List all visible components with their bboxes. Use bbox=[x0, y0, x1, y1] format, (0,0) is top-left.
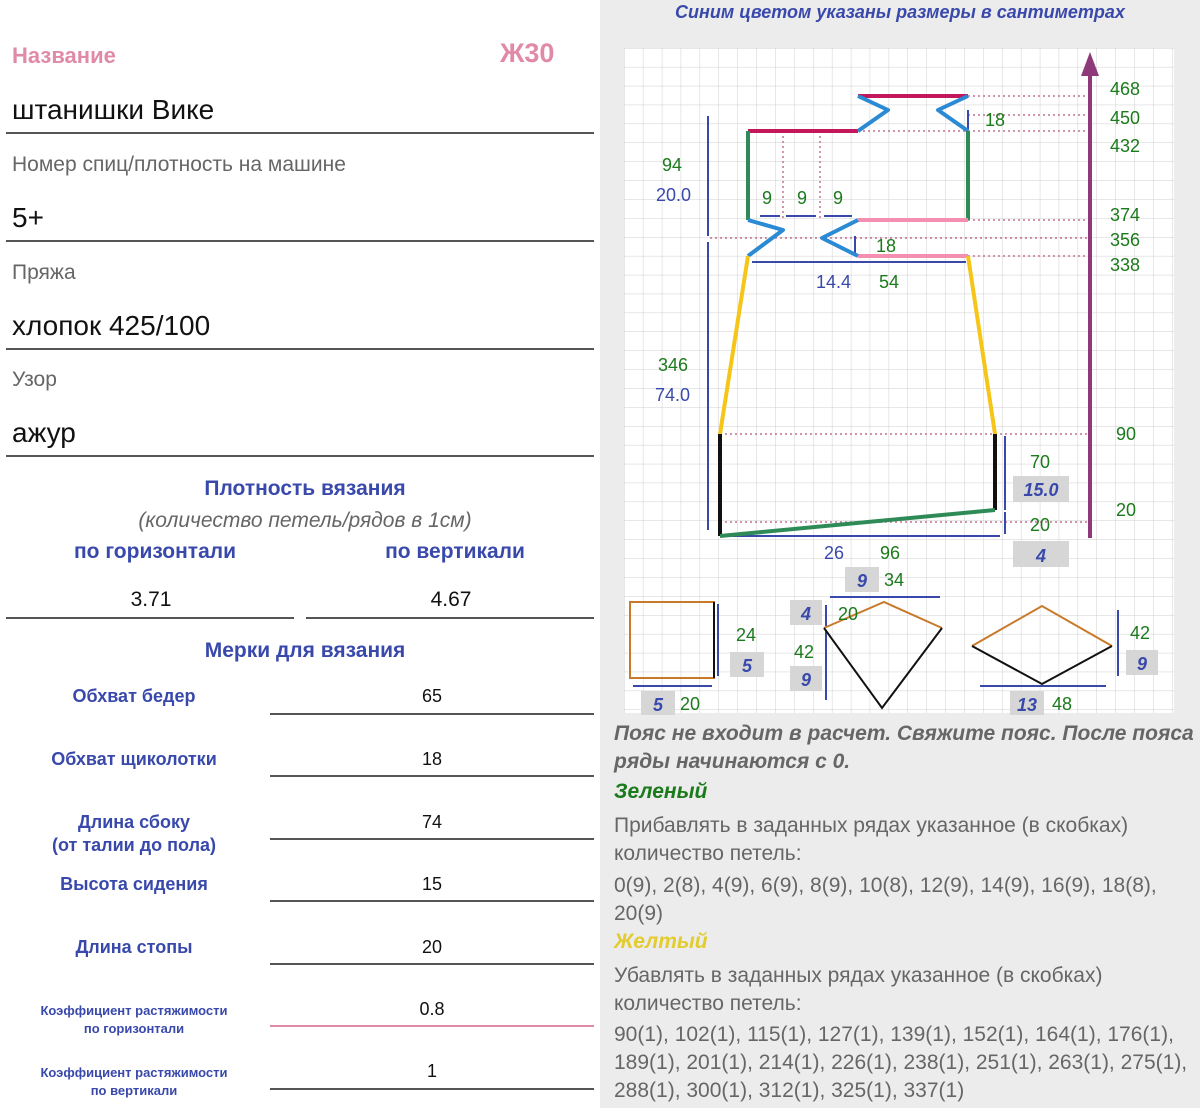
measure-field-ankle[interactable]: 18 bbox=[421, 749, 443, 769]
belt-note: Пояс не входит в расчет. Свяжите пояс. После пояса ряды начинаются с 0. bbox=[614, 722, 1194, 773]
boxed-label: 9 bbox=[1136, 654, 1148, 674]
measure-label-foot-length: Длина стопы bbox=[75, 937, 193, 957]
measures-title: Мерки для вязания bbox=[204, 639, 406, 662]
green-label: 9 bbox=[833, 188, 844, 208]
measure-field-foot-length[interactable]: 20 bbox=[421, 937, 443, 957]
yarn-underline bbox=[6, 348, 594, 350]
measure-label-stretch-vertical: Коэффициент растяжимости по вертикали bbox=[40, 1065, 228, 1098]
needle-underline bbox=[6, 240, 594, 242]
green-label: 20 bbox=[838, 604, 859, 624]
name-label: Название bbox=[12, 43, 116, 68]
green-label: 34 bbox=[884, 570, 905, 590]
green-title: Зеленый bbox=[614, 780, 708, 803]
green-label: 20 bbox=[1030, 515, 1051, 535]
measure-label-ankle: Обхват щиколотки bbox=[51, 749, 217, 769]
green-label: 70 bbox=[1030, 452, 1051, 472]
boxed-label: 5 bbox=[741, 656, 753, 676]
yellow-text: Убавлять в заданных рядах указанное (в скобках) количество петель: bbox=[614, 964, 1103, 1015]
green-label: 346 bbox=[658, 355, 689, 375]
boxed-label: 9 bbox=[856, 571, 868, 591]
measure-label-stretch-horizontal: Коэффициент растяжимости по горизонтали bbox=[40, 1003, 228, 1036]
gauge-vertical-label: по вертикали bbox=[385, 540, 525, 563]
boxed-label: 9 bbox=[800, 670, 812, 690]
row-label: 468 bbox=[1110, 79, 1141, 99]
gauge-title: Плотность вязания bbox=[204, 477, 406, 500]
gauge-horizontal-field[interactable]: 3.71 bbox=[130, 588, 172, 611]
boxed-label: 4 bbox=[1035, 546, 1047, 566]
gauge-horizontal-label: по горизонтали bbox=[73, 540, 237, 563]
boxed-label: 13 bbox=[1016, 695, 1038, 715]
blue-label: 26 bbox=[824, 543, 845, 563]
pattern-label: Узор bbox=[12, 368, 57, 391]
pattern-underline bbox=[6, 455, 594, 457]
measure-underline bbox=[270, 775, 594, 777]
gauge-note: (количество петель/рядов в 1см) bbox=[138, 509, 472, 532]
green-text: Прибавлять в заданных рядах указанное (в скобках) количество петель: bbox=[614, 814, 1129, 865]
measure-field-side-length[interactable]: 74 bbox=[421, 812, 443, 832]
name-underline bbox=[6, 132, 594, 134]
measure-underline bbox=[270, 713, 594, 715]
measure-label-seat-height: Высота сидения bbox=[60, 874, 208, 894]
name-field[interactable]: штанишки Вике bbox=[12, 94, 215, 125]
green-label: 96 bbox=[880, 543, 901, 563]
measure-underline-active bbox=[270, 1025, 594, 1027]
measure-field-stretch-vertical[interactable]: 1 bbox=[426, 1061, 437, 1081]
measure-underline bbox=[270, 963, 594, 965]
green-rows: 0(9), 2(8), 4(9), 6(9), 8(9), 10(8), 12(9), 14(9), 16(9), 18(8), 20(9) bbox=[614, 874, 1157, 925]
gauge-vertical-underline bbox=[306, 617, 594, 619]
pattern-field[interactable]: ажур bbox=[12, 417, 76, 448]
green-label: 94 bbox=[662, 155, 683, 175]
boxed-label: 15.0 bbox=[1023, 480, 1059, 500]
needle-field[interactable]: 5+ bbox=[12, 202, 44, 233]
measure-field-seat-height[interactable]: 15 bbox=[421, 874, 443, 894]
row-label: 432 bbox=[1110, 136, 1141, 156]
green-label: 18 bbox=[876, 236, 897, 256]
boxed-label: 5 bbox=[652, 695, 664, 715]
row-label: 338 bbox=[1110, 255, 1141, 275]
green-label: 9 bbox=[762, 188, 773, 208]
green-label: 48 bbox=[1052, 694, 1073, 714]
row-label: 356 bbox=[1110, 230, 1141, 250]
green-label: 20 bbox=[680, 694, 701, 714]
gauge-vertical-field[interactable]: 4.67 bbox=[430, 588, 472, 611]
green-label: 42 bbox=[794, 642, 815, 662]
needle-label: Номер спиц/плотность на машине bbox=[12, 153, 346, 176]
row-label: 20 bbox=[1116, 500, 1137, 520]
blue-label: 20.0 bbox=[656, 185, 692, 205]
row-label: 90 bbox=[1116, 424, 1137, 444]
measure-field-stretch-horizontal[interactable]: 0.8 bbox=[419, 999, 445, 1019]
yellow-rows: 90(1), 102(1), 115(1), 127(1), 139(1), 152(1), 164(1), 176(1), 189(1), 201(1), 214(1), 226(1), 238(1), 251(1), 263(1), 275(1), 288(1), 300(1), 312(1), 325(1), 337(1) bbox=[614, 1023, 1188, 1102]
diagram-title: Синим цветом указаны размеры в сантиметрах bbox=[675, 2, 1125, 22]
boxed-label: 4 bbox=[800, 604, 812, 624]
yarn-field[interactable]: хлопок 425/100 bbox=[12, 310, 211, 341]
row-label: 450 bbox=[1110, 108, 1141, 128]
yarn-label: Пряжа bbox=[12, 261, 76, 284]
green-label: 42 bbox=[1130, 623, 1151, 643]
measure-underline bbox=[270, 900, 594, 902]
measure-label-hips: Обхват бедер bbox=[72, 686, 196, 706]
green-label: 18 bbox=[985, 110, 1006, 130]
pattern-code: Ж30 bbox=[500, 38, 555, 68]
measure-underline bbox=[270, 1088, 594, 1090]
measure-field-hips[interactable]: 65 bbox=[421, 686, 443, 706]
pattern-diagram bbox=[614, 22, 1186, 716]
blue-label: 14.4 bbox=[816, 272, 852, 292]
yellow-title: Желтый bbox=[614, 930, 708, 953]
blue-label: 74.0 bbox=[655, 385, 691, 405]
measure-underline bbox=[270, 838, 594, 840]
measure-label-side-length: Длина сбоку (от талии до пола) bbox=[51, 812, 217, 855]
row-label: 374 bbox=[1110, 205, 1141, 225]
gauge-horizontal-underline bbox=[6, 617, 294, 619]
green-label: 9 bbox=[797, 188, 808, 208]
green-label: 54 bbox=[879, 272, 900, 292]
green-label: 24 bbox=[736, 625, 757, 645]
